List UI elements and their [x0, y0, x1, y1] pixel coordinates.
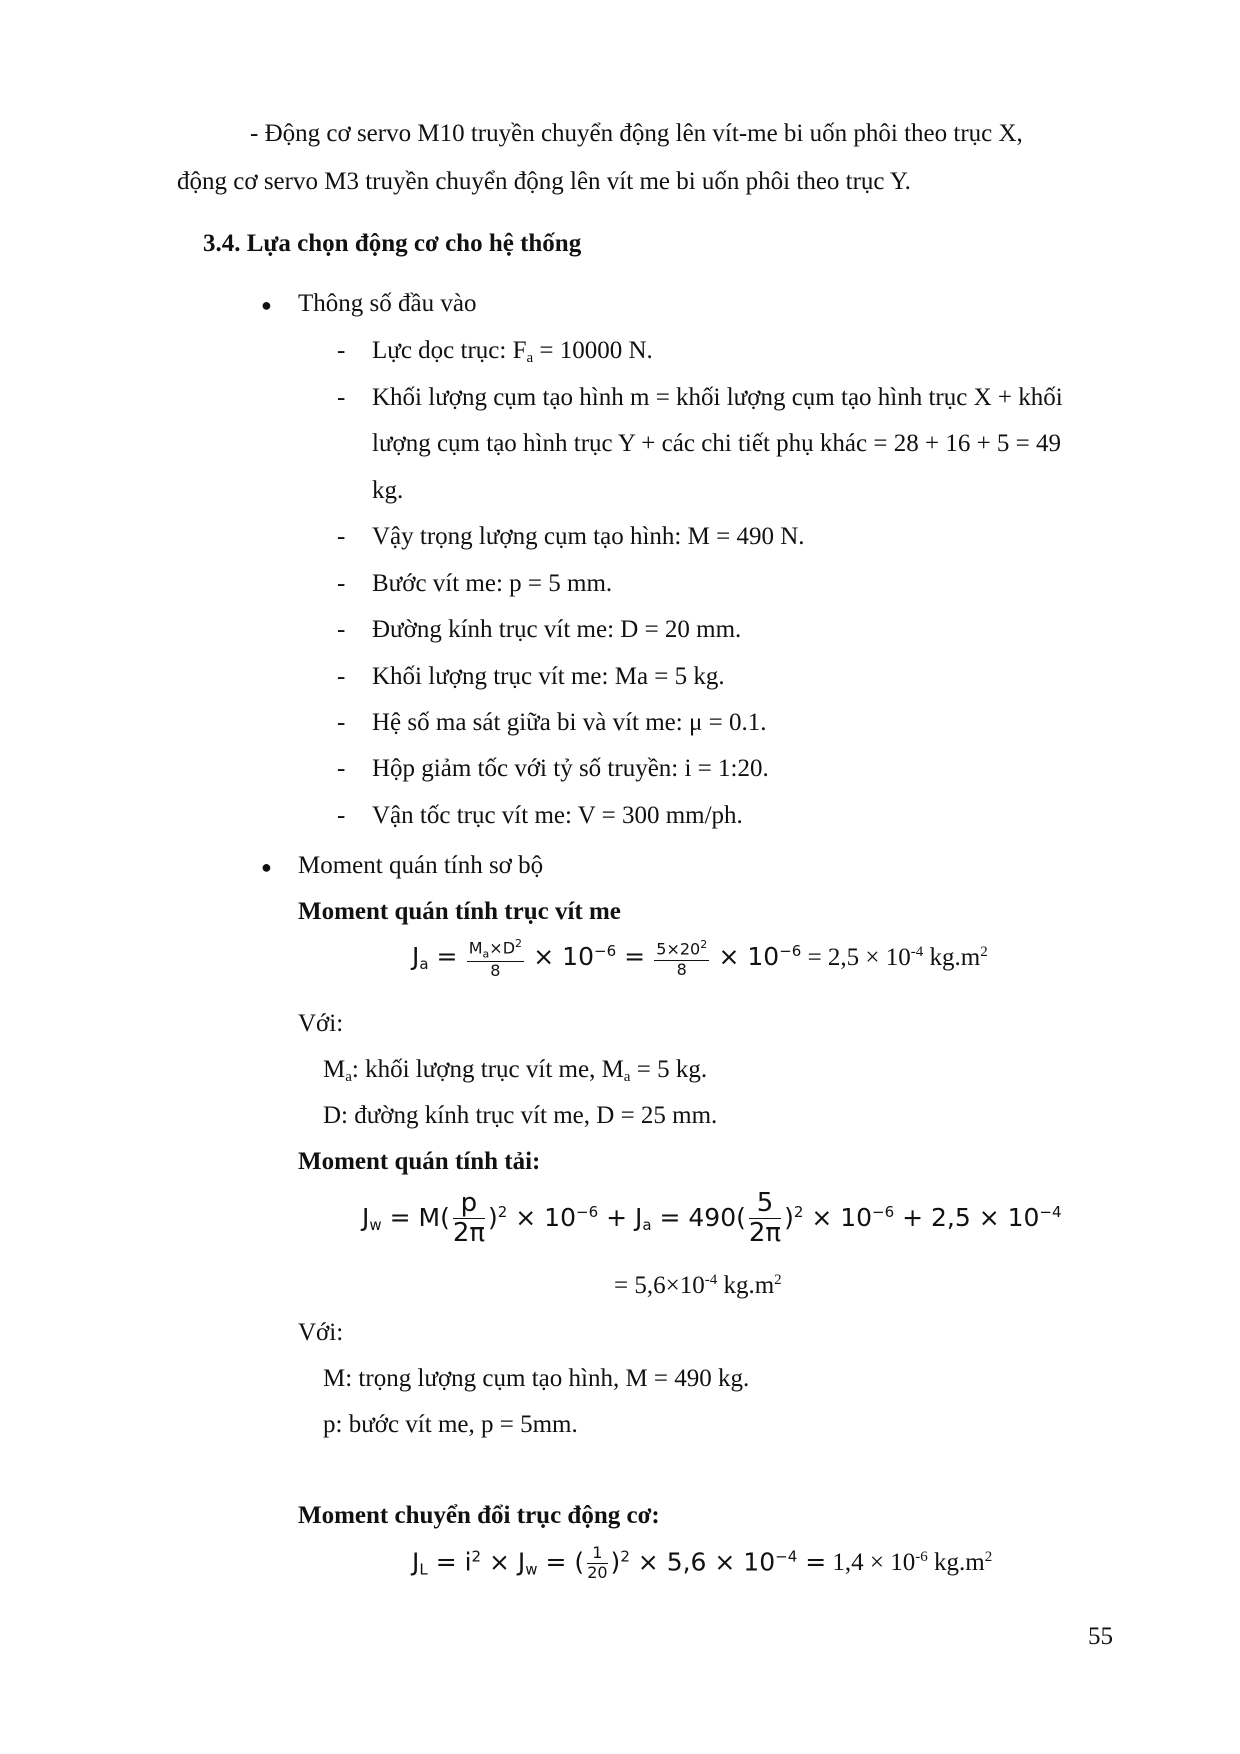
inertia-bullet-label: Moment quán tính sơ bộ [298, 852, 544, 879]
fraction-values: $\frac{5\times 20^2}{8}$ [656, 938, 708, 979]
list-item: Hệ số ma sát giữa bi và vít me: μ = 0.1. [372, 709, 767, 736]
intro-line-1: - Động cơ servo M10 truyền chuyển động lên vít-me bi uốn phôi theo trục X, [250, 120, 1023, 147]
intro-line-2: động cơ servo M3 truyền chuyển động lên vít me bi uốn phôi theo trục Y. [177, 168, 911, 195]
dash: - [337, 523, 346, 550]
dash: - [337, 570, 346, 597]
bullet-icon: ● [261, 295, 272, 315]
definition-m: M: trọng lượng cụm tạo hình, M = 490 kg. [323, 1365, 750, 1392]
list-item: Khối lượng cụm tạo hình m = khối lượng cụm tạo hình trục X + khối [372, 384, 1063, 411]
dash: - [337, 337, 346, 364]
fraction-mass-diameter: $\frac{M_a\times D^2}{8}$ [468, 937, 523, 981]
list-item-continuation: lượng cụm tạo hình trục Y + các chi tiết phụ khác = 28 + 16 + 5 = 49 [372, 430, 1062, 457]
definition-p: p: bước vít me, p = 5mm. [323, 1411, 578, 1438]
screw-inertia-formula: $J_a$ = $\frac{M_a\times D^2}{8}$ × $10^{-6}$ = $\frac{5\times 20^2}{8}$ × $10^{-6} = 2,5 \times 10^{-4}$ $kg.m^2$ [412, 937, 988, 981]
load-inertia-result: = $5,6\times 10^{-4}$ $kg.m^2$ [614, 1272, 782, 1299]
section-title: 3.4. Lựa chọn động cơ cho hệ thống [203, 230, 582, 257]
dash: - [337, 616, 346, 643]
with-label: Với: [298, 1319, 344, 1346]
definition-d: D: đường kính trục vít me, D = 25 mm. [323, 1102, 718, 1129]
dash: - [337, 709, 346, 736]
dash: - [337, 755, 346, 782]
list-item: Hộp giảm tốc với tỷ số truyền: i = 1:20. [372, 755, 769, 782]
page-number: 55 [1088, 1623, 1113, 1650]
load-inertia-formula: $J_w = M$( $\frac{p}{2\pi}$ )$^2 \times 10^{-6} + J_a = 490$( $\frac{5}{2\pi}$ )$^2 \times 10^{-6} + 2,5 \times 10^{-4}$ [362, 1188, 1062, 1249]
list-item-continuation: kg. [372, 477, 404, 504]
dash: - [337, 802, 346, 829]
screw-inertia-heading: Moment quán tính trục vít me [298, 898, 621, 925]
load-inertia-heading: Moment quán tính tải: [298, 1148, 541, 1175]
bullet-icon: ● [261, 857, 272, 877]
conversion-heading: Moment chuyển đổi trục động cơ: [298, 1502, 660, 1529]
list-item: Lực dọc trục: $F_a = 10000$ N. [372, 337, 653, 366]
dash: - [337, 384, 346, 411]
dash: - [337, 663, 346, 690]
with-label: Với: [298, 1010, 344, 1037]
list-item: Bước vít me: p = 5 mm. [372, 570, 613, 597]
list-item: Vậy trọng lượng cụm tạo hình: M = 490 N. [372, 523, 805, 550]
list-item: Khối lượng trục vít me: Ma = 5 kg. [372, 663, 725, 690]
conversion-formula: $J_L = i^2 \times J_w$ = ( $\frac{1}{20}$ )$^2 \times 5,6 \times 10^{-4} = 1,4 \times 10^{-6}$ $kg.m^2$ [412, 1543, 993, 1582]
list-item: Vận tốc trục vít me: V = 300 mm/ph. [372, 802, 743, 829]
definition-ma: $M_a$: khối lượng trục vít me, $M_a = 5$ kg. [323, 1056, 708, 1085]
list-item: Đường kính trục vít me: D = 20 mm. [372, 616, 742, 643]
inputs-bullet-label: Thông số đầu vào [298, 290, 477, 317]
